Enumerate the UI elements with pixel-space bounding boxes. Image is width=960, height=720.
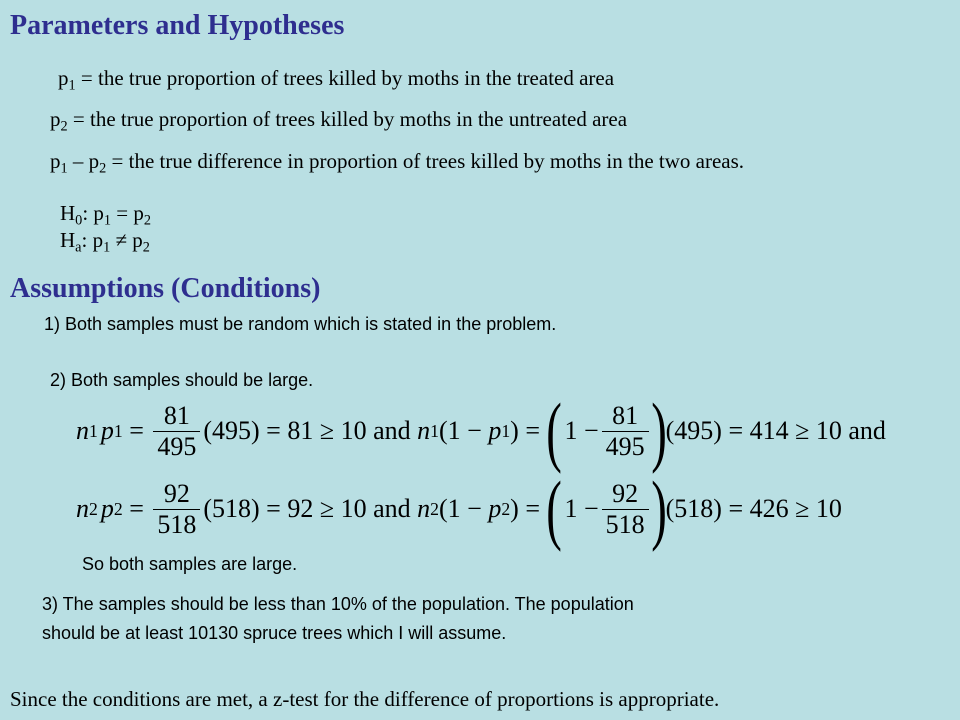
eq2-numerator: 92 — [163, 478, 190, 508]
eq1-denominator-second: 495 — [602, 431, 649, 462]
ha-operator: ≠ p — [110, 228, 143, 252]
diff-text: = the true difference in proportion of trees killed by moths in the two areas. — [106, 149, 745, 173]
condition-3-line-1: 3) The samples should be less than 10% of the population. The population — [42, 594, 634, 614]
eq2-fraction-second — [602, 479, 649, 540]
eq2-n-second: n — [417, 494, 431, 523]
eq2-p: p — [100, 494, 114, 523]
eq1-numerator: 81 — [163, 400, 190, 430]
ha-H-subscript: a — [75, 239, 82, 256]
condition-1: 1) Both samples must be random which is stated in the problem. — [44, 314, 557, 334]
eq1-numerator-second: 81 — [612, 400, 639, 430]
diff-subscript-b: 2 — [99, 160, 107, 177]
ha-p2-subscript: 2 — [142, 239, 150, 256]
difference-definition — [50, 149, 745, 177]
eq1-right-bracket: ) — [650, 387, 667, 474]
eq2-one-minus: 1 − — [564, 494, 599, 523]
conclusion-text: Since the conditions are met, a z-test for the difference of proportions is appropriate. — [10, 687, 720, 711]
eq1-p-second: p — [488, 416, 502, 445]
p1-text: = the true proportion of trees killed by moths in the treated area — [75, 66, 615, 90]
h0-p1-subscript: 1 — [103, 212, 112, 229]
h0-p2-subscript: 2 — [143, 212, 152, 229]
eq2-equals: = — [122, 494, 151, 523]
diff-symbol-a: p — [50, 149, 61, 173]
h0-H-subscript: 0 — [75, 212, 83, 229]
eq2-n: n — [76, 494, 89, 523]
p1-definition — [58, 66, 615, 94]
eq1-n: n — [76, 416, 89, 445]
diff-subscript-a: 1 — [60, 160, 68, 177]
large-samples-note: So both samples are large. — [82, 554, 298, 574]
eq2-p-second: p — [488, 494, 502, 523]
eq2-open-paren: (1 − — [439, 494, 489, 523]
eq2-right-bracket: ) — [650, 465, 667, 552]
p2-text: = the true proportion of trees killed by moths in the untreated area — [67, 107, 628, 131]
ha-p1-subscript: 1 — [103, 239, 111, 256]
eq1-close-paren: ) = — [510, 416, 547, 445]
eq1-fraction-second — [602, 401, 649, 462]
condition-3-line-2: should be at least 10130 spruce trees which I will assume. — [42, 623, 507, 643]
p2-definition — [50, 107, 628, 135]
null-hypothesis — [60, 201, 152, 229]
p2-subscript: 2 — [60, 118, 68, 135]
p1-symbol: p — [58, 66, 69, 90]
parameters-heading: Parameters and Hypotheses — [10, 10, 345, 41]
eq1-open-paren: (1 − — [439, 416, 489, 445]
eq2-tail: (518) = 426 ≥ 10 — [665, 494, 842, 523]
eq2-close-paren: ) = — [510, 494, 547, 523]
h0-operator: = p — [111, 201, 144, 225]
alternative-hypothesis — [60, 228, 150, 256]
p2-symbol: p — [50, 107, 61, 131]
eq1-n-second: n — [417, 416, 431, 445]
h0-p1: : p — [82, 201, 104, 225]
eq2-denominator: 518 — [153, 509, 200, 540]
eq1-one-minus: 1 − — [564, 416, 599, 445]
eq2-left-bracket: ( — [545, 465, 562, 552]
eq1-tail: (495) = 414 ≥ 10 and — [665, 416, 886, 445]
h0-H: H — [60, 201, 76, 225]
diff-minus: – p — [67, 149, 100, 173]
eq2-fraction — [153, 479, 200, 540]
eq2-numerator-second: 92 — [612, 478, 639, 508]
ha-p1: : p — [81, 228, 104, 252]
eq1-product: (495) = 81 ≥ 10 and — [203, 416, 418, 445]
eq2-product: (518) = 92 ≥ 10 and — [203, 494, 418, 523]
eq1-equals: = — [122, 416, 151, 445]
large-sample-equation-1: n 1 p 1 = $\frac{81}{495}$ (495) = 81 ≥ 10 and n 1 (1 − p 1 ) = ( 1 − $\frac{81}{495}$ ) (495) = 414 ≥ 10 and — [76, 387, 886, 474]
eq1-left-bracket: ( — [545, 387, 562, 474]
condition-2: 2) Both samples should be large. — [50, 370, 314, 390]
eq1-fraction — [153, 401, 200, 462]
eq1-p: p — [100, 416, 114, 445]
eq2-denominator-second: 518 — [602, 509, 649, 540]
p1-subscript: 1 — [68, 77, 76, 94]
ha-H: H — [60, 228, 76, 252]
eq1-denominator: 495 — [153, 431, 200, 462]
assumptions-heading: Assumptions (Conditions) — [10, 273, 321, 304]
large-sample-equation-2: n 2 p 2 = $\frac{92}{518}$ (518) = 92 ≥ 10 and n 2 (1 − p 2 ) = ( 1 − $\frac{92}{518}$ ) (518) = 426 ≥ 10 — [76, 465, 842, 552]
